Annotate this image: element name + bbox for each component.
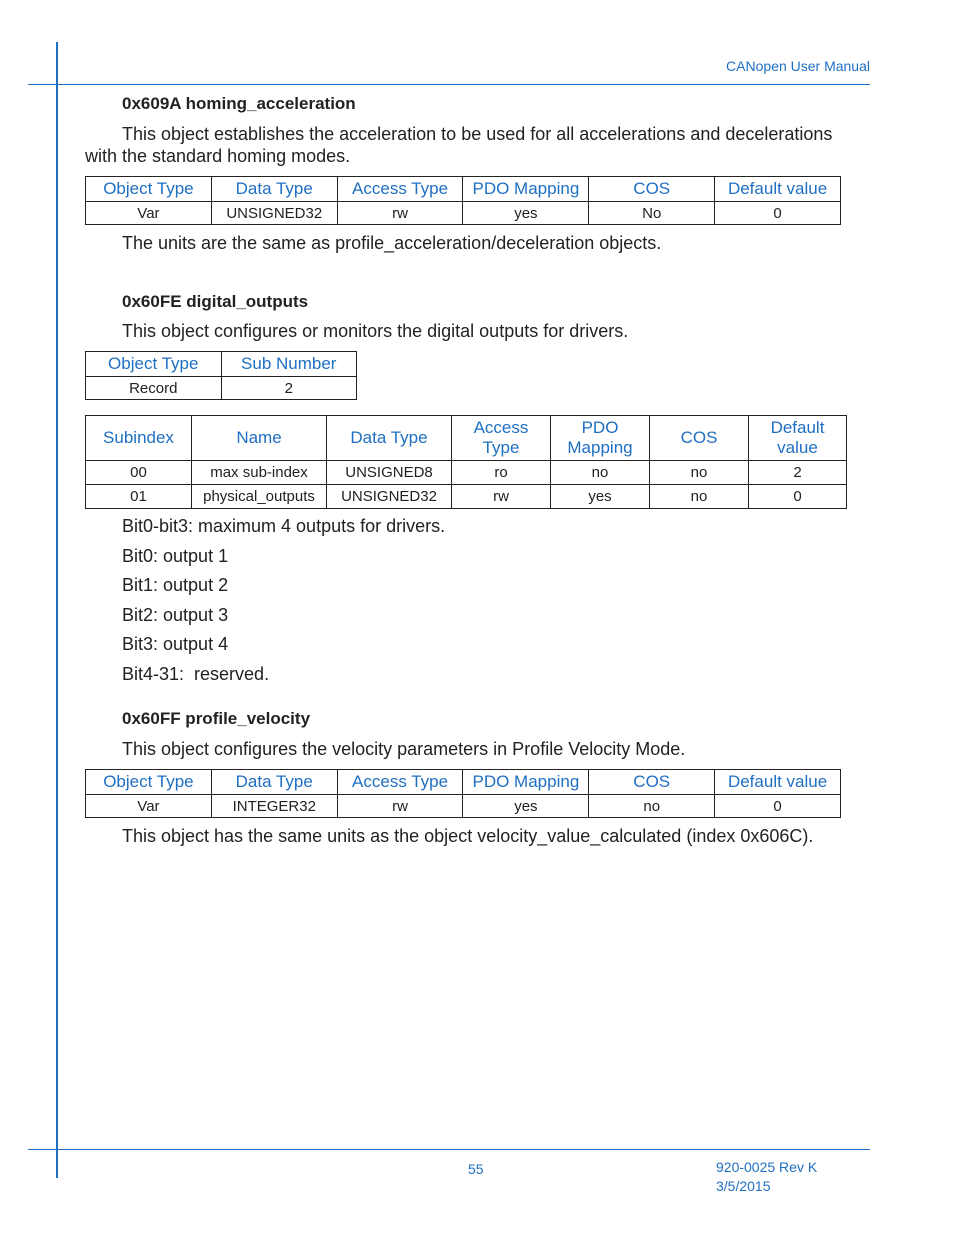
table-row [86,377,357,400]
section3-note: This object has the same units as the object velocity_value_calculated (index 0x606C). [122,826,814,846]
col-header-pdo-mapping: PDO Mapping [551,416,650,461]
digital-outputs-subindex-table [85,415,847,509]
section-title-profile-velocity: 0x60FF profile_velocity [122,709,311,728]
bit-description: Bit3: output 4 [122,634,229,654]
cell-default-value: 0 [715,795,841,818]
col-header-object-type: Object Type [86,352,222,377]
cell-default-value: 2 [749,461,847,485]
bit-description: Bit1: output 2 [122,575,229,595]
cell-default-value: 0 [715,202,841,225]
col-header-object-type: Object Type [86,177,212,202]
cell-pdo-mapping: no [551,461,650,485]
col-header-default-value: Default value [715,770,841,795]
table-header-row [86,177,841,202]
profile-velocity-table [85,769,841,818]
table-header-row [86,770,841,795]
cell-access-type: rw [337,795,463,818]
col-header-default-value: Default value [749,416,847,461]
cell-pdo-mapping: yes [463,202,589,225]
table-row [86,485,847,509]
cell-data-type: INTEGER32 [211,795,337,818]
cell-default-value: 0 [749,485,847,509]
col-header-object-type: Object Type [86,770,212,795]
cell-access-type: rw [452,485,551,509]
section1-intro-line2: with the standard homing modes. [85,146,351,166]
footer-rule [28,1149,870,1150]
col-header-data-type: Data Type [211,770,337,795]
table-row [86,795,841,818]
section1-intro-line1: This object establishes the acceleration to be used for all accelerations and decelerations [122,124,833,144]
page-number: 55 [468,1161,484,1177]
bit-description: Bit2: output 3 [122,605,229,625]
col-header-default-value: Default value [715,177,841,202]
col-header-access-type: Access Type [337,177,463,202]
table-row [86,202,841,225]
section-title-homing-acceleration: 0x609A homing_acceleration [122,94,356,113]
cell-data-type: UNSIGNED8 [327,461,452,485]
cell-access-type: ro [452,461,551,485]
document-revision: 920-0025 Rev K [716,1159,818,1175]
cell-name: physical_outputs [192,485,327,509]
cell-cos: no [650,485,749,509]
cell-cos: no [589,795,715,818]
cell-object-type: Var [86,202,212,225]
col-header-cos: COS [589,177,715,202]
cell-sub-number: 2 [221,377,357,400]
col-header-data-type: Data Type [327,416,452,461]
cell-name: max sub-index [192,461,327,485]
cell-pdo-mapping: yes [551,485,650,509]
cell-cos: No [589,202,715,225]
document-date: 3/5/2015 [716,1178,771,1194]
table-header-row [86,352,357,377]
cell-object-type: Var [86,795,212,818]
cell-data-type: UNSIGNED32 [327,485,452,509]
col-header-data-type: Data Type [211,177,337,202]
cell-object-type: Record [86,377,222,400]
col-header-cos: COS [650,416,749,461]
bit-description: Bit0-bit3: maximum 4 outputs for drivers. [122,516,446,536]
col-header-sub-number: Sub Number [221,352,357,377]
cell-subindex: 00 [86,461,192,485]
col-header-subindex: Subindex [86,416,192,461]
cell-cos: no [650,461,749,485]
cell-access-type: rw [337,202,463,225]
bit-description: Bit4-31: reserved. [122,664,270,684]
cell-data-type: UNSIGNED32 [211,202,337,225]
table-header-row [86,416,847,461]
digital-outputs-summary-table [85,351,357,400]
homing-acceleration-table [85,176,841,225]
table-row [86,461,847,485]
footer-revision-block [716,1158,817,1196]
section2-intro: This object configures or monitors the digital outputs for drivers. [122,321,629,341]
col-header-cos: COS [589,770,715,795]
manual-title: CANopen User Manual [726,58,870,74]
col-header-name: Name [192,416,327,461]
cell-pdo-mapping: yes [463,795,589,818]
col-header-access-type: Access Type [337,770,463,795]
bit-description: Bit0: output 1 [122,546,229,566]
col-header-pdo-mapping: PDO Mapping [463,177,589,202]
header-rule [28,84,870,85]
col-header-access-type: Access Type [452,416,551,461]
col-header-pdo-mapping: PDO Mapping [463,770,589,795]
cell-subindex: 01 [86,485,192,509]
left-margin-rule [56,42,58,1178]
section3-intro: This object configures the velocity parameters in Profile Velocity Mode. [122,739,686,759]
section-title-digital-outputs: 0x60FE digital_outputs [122,292,309,311]
section1-note: The units are the same as profile_acceleration/deceleration objects. [122,233,662,253]
